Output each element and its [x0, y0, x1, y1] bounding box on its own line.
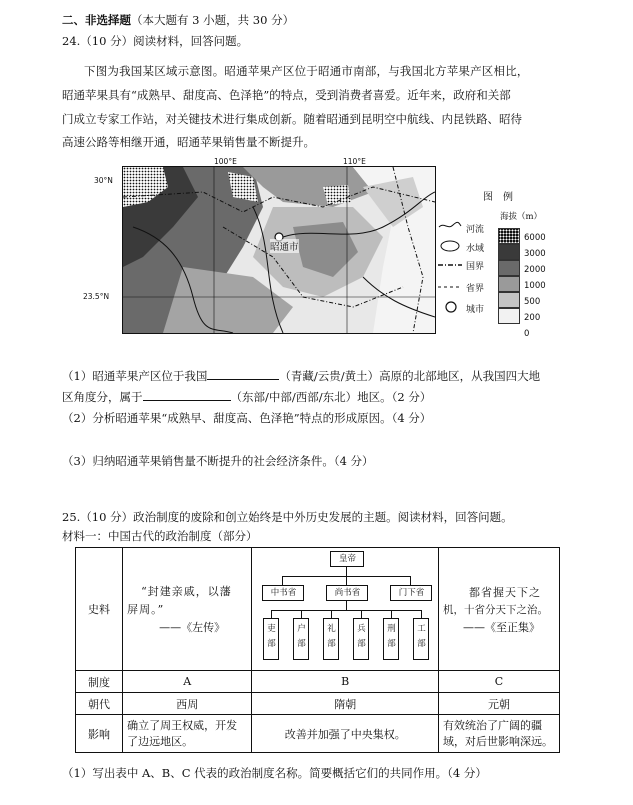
q24-para-line-3: 门成立专家工作站，对关键技术进行集成创新。随着昭通到昆明空中航线、内昆铁路、昭待	[62, 112, 522, 126]
impact-a: 确立了周王权威，开发了边远地区。	[123, 715, 252, 753]
quote-c-2: 机，十省分天下之治。	[442, 603, 548, 616]
system-c: C	[438, 671, 559, 693]
ministry-box: 兵 部	[353, 618, 369, 660]
ministry-box: 工 部	[413, 618, 429, 660]
q24-sub1-text-d: （东部/中部/西部/东北）地区。（2 分）	[230, 390, 432, 404]
altitude-level: 3000	[524, 249, 546, 259]
legend-provincial-border: 省界	[466, 284, 485, 294]
cell-c-source	[438, 548, 559, 671]
connector	[346, 600, 347, 610]
water-icon	[440, 240, 460, 252]
sheng-box: 门下省	[390, 585, 432, 601]
altitude-swatch-3000	[498, 244, 520, 260]
q24-para-line-1: 下图为我国某区域示意图。昭通苹果产区位于昭通市南部，与我国北方苹果产区相比，	[84, 64, 529, 78]
section-title: 二、非选择题	[62, 13, 131, 27]
altitude-level: 200	[524, 313, 541, 323]
q24-sub1-text-b: （青藏/云贵/黄土）高原的北部地区，从我国四大地	[279, 369, 541, 383]
quote-a-source: ——《左传》	[159, 621, 226, 634]
altitude-swatch-6000	[498, 228, 520, 244]
altitude-swatch-500	[498, 292, 520, 308]
quote-c-source: ——《至正集》	[462, 620, 540, 634]
section-note: （本大题有 3 小题，共 30 分）	[131, 13, 295, 27]
legend-river: 河流	[466, 225, 485, 235]
altitude-level: 1000	[524, 281, 546, 291]
ministry-box: 户 部	[293, 618, 309, 660]
emperor-box: 皇帝	[330, 551, 364, 567]
connector	[301, 610, 302, 618]
connector	[346, 566, 347, 576]
political-system-table	[75, 547, 560, 753]
connector	[346, 576, 347, 585]
answer-blank-region[interactable]	[143, 400, 231, 401]
q24-para-line-4: 高速公路等相继开通，昭通苹果销售量不断提升。	[62, 135, 315, 149]
answer-blank-plateau[interactable]	[207, 379, 279, 380]
sheng-box: 中书省	[262, 585, 304, 601]
q24-para-line-2: 昭通苹果具有“成熟早、甜度高、色泽艳”的特点，受到消费者喜爱。近年来，政府和关部	[62, 88, 511, 102]
legend-title: 图 例	[483, 192, 513, 203]
impact-c: 有效统治了广阔的疆域，对后世影响深远。	[438, 715, 559, 753]
row-label: 制度	[76, 671, 123, 693]
altitude-level: 500	[524, 297, 541, 307]
system-a: A	[123, 671, 252, 693]
q24-sub1-text-c: 区角度分，属于	[62, 390, 143, 404]
city-label: 昭通市	[270, 239, 299, 253]
legend-national-border: 国界	[466, 262, 485, 272]
ministry-box: 刑 部	[383, 618, 399, 660]
dynasty-b: 隋朝	[252, 693, 439, 715]
table-row-dynasty	[76, 693, 560, 715]
map-lat-30: 30°N	[94, 176, 113, 185]
q24-sub1-line-2	[62, 389, 431, 405]
table-row-impact	[76, 715, 560, 753]
dynasty-a: 西周	[123, 693, 252, 715]
ministry-box: 吏 部	[263, 618, 279, 660]
map-lon-110: 110°E	[343, 157, 366, 166]
connector	[271, 610, 421, 611]
national-border-icon	[438, 262, 462, 268]
q25-sub1: （1）写出表中 A、B、C 代表的政治制度名称。简要概括它们的共同作用。（4 分）	[62, 766, 487, 780]
three-departments-six-ministries-chart	[256, 549, 434, 669]
connector	[421, 610, 422, 618]
quote-a-2: 屏周。”	[127, 603, 165, 616]
legend-city: 城市	[466, 305, 485, 315]
altitude-swatch-1000	[498, 276, 520, 292]
cell-a-source	[123, 548, 252, 671]
altitude-swatch-200	[498, 308, 520, 324]
connector	[331, 610, 332, 618]
connector	[361, 610, 362, 618]
cell-b-org-chart	[252, 548, 439, 671]
altitude-swatch-2000	[498, 260, 520, 276]
river-icon	[438, 221, 462, 231]
map-lat-23: 23.5°N	[83, 292, 110, 301]
q24-sub2: （2）分析昭通苹果“成熟早、甜度高、色泽艳”特点的形成原因。（4 分）	[62, 411, 432, 425]
connector	[271, 610, 272, 618]
ministry-box: 礼 部	[323, 618, 339, 660]
map-lon-100: 100°E	[214, 157, 237, 166]
q24-sub3: （3）归纳昭通苹果销售量不断提升的社会经济条件。（4 分）	[62, 454, 374, 468]
connector	[282, 576, 283, 585]
table-row-source	[76, 548, 560, 671]
legend-water: 水域	[466, 244, 485, 254]
q25-heading: 25.（10 分）政治制度的废除和创立始终是中外历史发展的主题。阅读材料，回答问题。	[62, 510, 513, 524]
quote-a-1: “封建亲戚，以藩	[141, 585, 232, 598]
connector	[410, 576, 411, 585]
legend-altitude-label: 海拔（m）	[500, 212, 543, 222]
system-b: B	[252, 671, 439, 693]
altitude-level: 0	[524, 329, 530, 339]
city-icon	[444, 300, 458, 314]
altitude-level: 6000	[524, 233, 546, 243]
quote-c-1: 都省握天下之	[468, 585, 541, 599]
dynasty-c: 元朝	[438, 693, 559, 715]
q24-heading: 24.（10 分）阅读材料，回答问题。	[62, 34, 249, 48]
q24-sub1-line-1	[62, 368, 540, 384]
row-label: 朝代	[76, 693, 123, 715]
altitude-level: 2000	[524, 265, 546, 275]
table-row-system	[76, 671, 560, 693]
row-label: 史料	[76, 548, 123, 671]
row-label: 影响	[76, 715, 123, 753]
q25-material-title: 材料一：中国古代的政治制度（部分）	[62, 529, 258, 543]
section-header	[62, 12, 294, 28]
region-map	[122, 166, 436, 334]
connector	[391, 610, 392, 618]
sheng-box: 尚书省	[326, 585, 368, 601]
map-legend	[438, 188, 558, 338]
impact-b: 改善并加强了中央集权。	[252, 715, 439, 753]
provincial-border-icon	[438, 284, 462, 290]
q24-sub1-text-a: （1）昭通苹果产区位于我国	[62, 369, 208, 383]
